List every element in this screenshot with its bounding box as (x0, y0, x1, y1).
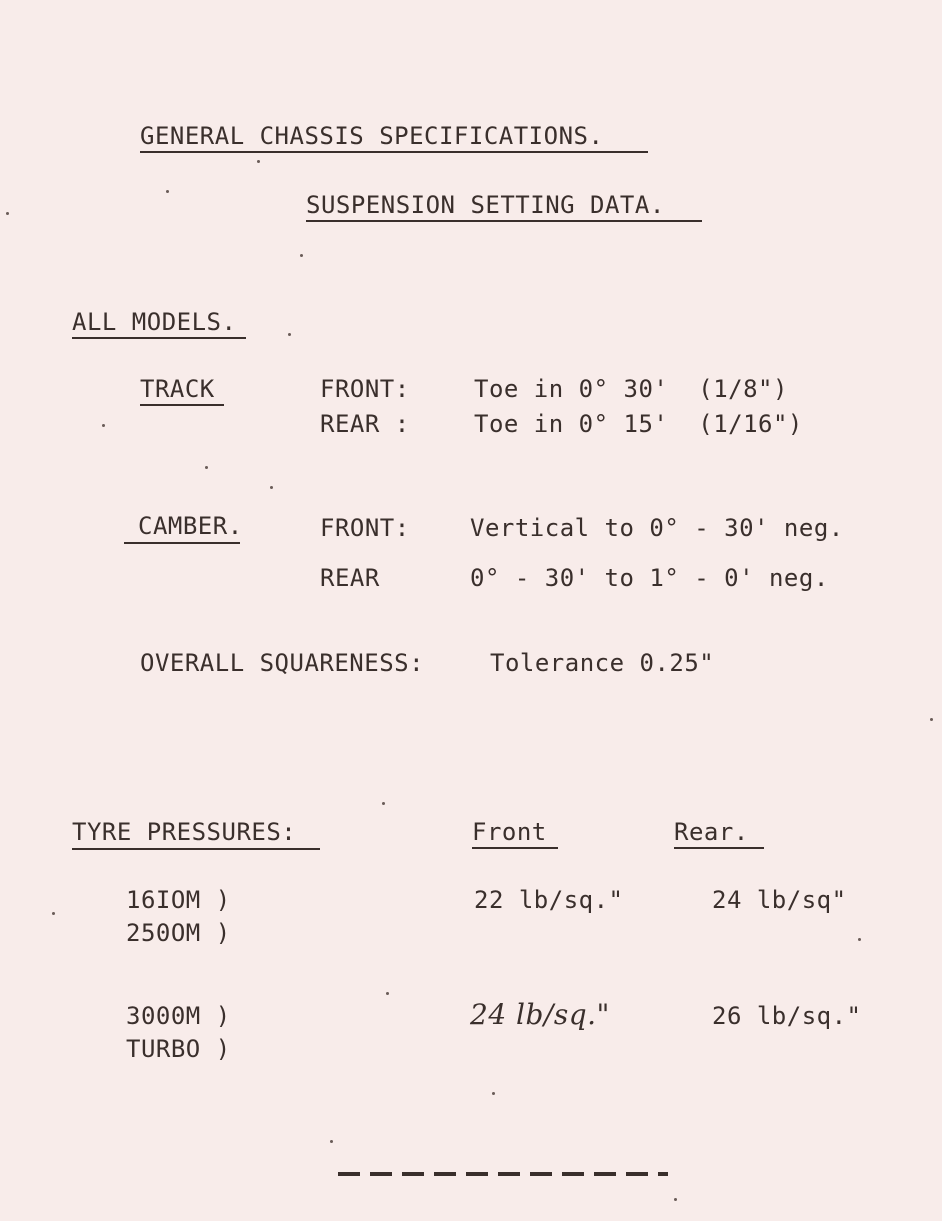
section-underline (72, 337, 246, 339)
end-dash-line (338, 1172, 668, 1176)
paper-speck (205, 466, 208, 469)
camber-front-label: FRONT: (320, 514, 410, 542)
track-rear-label: REAR : (320, 410, 410, 438)
tyre-pressures-heading: TYRE PRESSURES: (72, 818, 297, 846)
tyre-pressures-underline (72, 848, 320, 850)
tyre-col-rear-underline (674, 847, 764, 849)
paper-speck (930, 718, 933, 721)
tyre-col-front: Front (472, 818, 547, 846)
camber-label: CAMBER. (138, 512, 243, 540)
tyre-group1-model-1: 16IOM ) (126, 886, 231, 914)
paper-speck (300, 254, 303, 257)
tyre-group1-model-2: 250OM ) (126, 919, 231, 947)
squareness-label: OVERALL SQUARENESS: (140, 649, 425, 677)
page-title: GENERAL CHASSIS SPECIFICATIONS. (140, 122, 604, 150)
tyre-group2-front-handwritten: 24 lb/sq." (470, 998, 610, 1031)
tyre-col-front-underline (472, 847, 558, 849)
track-label: TRACK (140, 375, 215, 403)
camber-front-value: Vertical to 0° - 30' neg. (470, 514, 844, 542)
paper-speck (270, 486, 273, 489)
paper-speck (102, 424, 105, 427)
track-front-value: Toe in 0° 30' (1/8") (474, 375, 788, 403)
camber-underline (124, 542, 240, 544)
paper-speck (382, 802, 385, 805)
page-subtitle: SUSPENSION SETTING DATA. (306, 191, 665, 219)
tyre-group2-rear: 26 lb/sq." (712, 1002, 862, 1030)
tyre-group1-rear: 24 lb/sq" (712, 886, 847, 914)
track-rear-value: Toe in 0° 15' (1/16") (474, 410, 803, 438)
paper-speck (257, 160, 260, 163)
paper-speck (386, 992, 389, 995)
camber-rear-label: REAR (320, 564, 380, 592)
paper-speck (288, 333, 291, 336)
camber-rear-value: 0° - 30' to 1° - 0' neg. (470, 564, 829, 592)
paper-speck (674, 1198, 677, 1201)
paper-speck (858, 938, 861, 941)
paper-speck (52, 912, 55, 915)
tyre-group2-model-2: TURBO ) (126, 1035, 231, 1063)
tyre-col-rear: Rear. (674, 818, 749, 846)
paper-speck (492, 1092, 495, 1095)
section-heading: ALL MODELS. (72, 308, 237, 336)
tyre-group1-front: 22 lb/sq." (474, 886, 624, 914)
paper-speck (166, 190, 169, 193)
subtitle-underline (306, 220, 702, 222)
track-front-label: FRONT: (320, 375, 410, 403)
title-underline (140, 151, 648, 153)
squareness-value: Tolerance 0.25" (490, 649, 715, 677)
tyre-group2-model-1: 3000M ) (126, 1002, 231, 1030)
track-underline (140, 404, 224, 406)
paper-speck (330, 1140, 333, 1143)
paper-speck (6, 212, 9, 215)
